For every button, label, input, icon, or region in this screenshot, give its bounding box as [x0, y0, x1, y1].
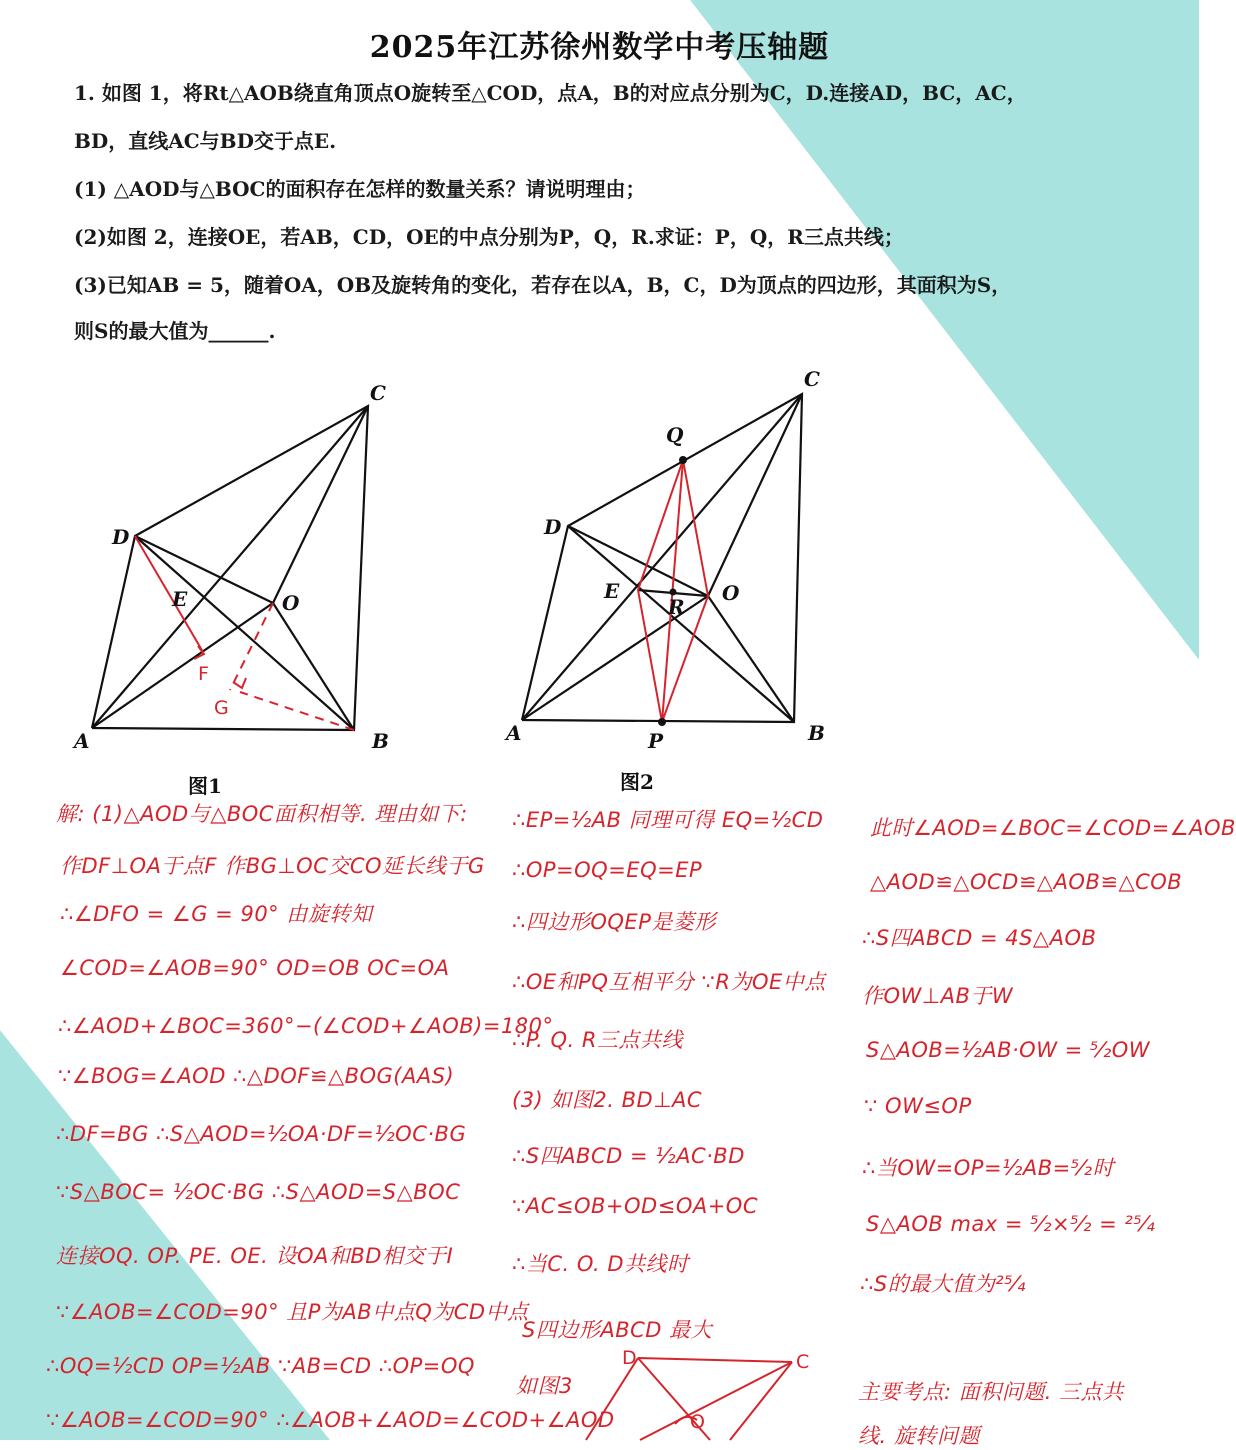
- solution-col2-line-10: S四边形ABCD 最大: [522, 1318, 713, 1342]
- fig1-segment-oc: [273, 406, 368, 603]
- solution-col2-line-1: ∴EP=½AB 同理可得 EQ=½CD: [512, 808, 824, 832]
- fig2-segment-bd: [568, 526, 794, 722]
- fig3-segment-cd-diag: [640, 1362, 792, 1440]
- solution-col2-line-2: ∴OP=OQ=EQ=EP: [512, 858, 703, 882]
- fig2-label-o: O: [722, 581, 740, 605]
- fig2-label-p: P: [648, 729, 664, 753]
- fig2-point-p: [658, 718, 666, 726]
- solution-col2-line-3: ∴四边形OQEP是菱形: [512, 910, 716, 934]
- solution-col3-line-6: ∵ OW≤OP: [864, 1094, 972, 1118]
- fig2-segment-oc: [708, 394, 802, 596]
- fig1-label-c: C: [370, 381, 386, 405]
- fig1-segment-ob: [273, 603, 354, 730]
- fig2-label-q: Q: [666, 423, 684, 447]
- solution-col1-line-4: ∠COD=∠AOB=90° OD=OB OC=OA: [60, 956, 450, 980]
- fig2-label-b: B: [808, 721, 825, 745]
- fig1-segment-ac: [92, 406, 368, 728]
- solution-col1-line-1: 解: (1)△AOD与△BOC面积相等. 理由如下:: [56, 802, 468, 826]
- fig1-label-b: B: [372, 729, 389, 753]
- solution-col2-line-7: ∴S四ABCD = ½AC·BD: [512, 1144, 745, 1168]
- solution-col3-key-points: 主要考点: 面积问题. 三点共: [858, 1380, 1124, 1404]
- solution-col2-line-11: 如图3: [516, 1374, 573, 1398]
- solution-col3-line-2: △AOD≌△OCD≌△AOB≌△COB: [870, 870, 1183, 894]
- solution-col2-line-9: ∴当C. O. D共线时: [512, 1252, 689, 1276]
- solution-col3-line-7: ∴当OW=OP=½AB=⁵⁄₂时: [862, 1156, 1115, 1180]
- fig3-label-c: C: [796, 1351, 810, 1373]
- solution-col3-line-1: 此时∠AOD=∠BOC=∠COD=∠AOB: [870, 816, 1236, 840]
- fig1-segment-bd: [135, 536, 354, 730]
- solution-col1-line-7: ∴DF=BG ∴S△AOD=½OA·DF=½OC·BG: [56, 1122, 467, 1146]
- fig1-label-e: E: [172, 587, 188, 611]
- fig2-label-r: R: [668, 595, 685, 619]
- figure-2-caption: 图2: [620, 770, 654, 794]
- page-title: 2025年江苏徐州数学中考压轴题: [369, 30, 830, 65]
- fig1-label-o: O: [282, 591, 300, 615]
- fig3-segment-c-down: [730, 1362, 792, 1440]
- problem-part-1: (1) △AOD与△BOC的面积存在怎样的数量关系？请说明理由；: [74, 177, 646, 201]
- solution-col2-line-4: ∴OE和PQ互相平分 ∵R为OE中点: [512, 970, 826, 994]
- fig1-label-f: F: [198, 663, 209, 685]
- solution-col3-key-points-cont: 线. 旋转问题: [858, 1424, 980, 1448]
- fig2-label-e: E: [604, 579, 620, 603]
- fig1-red-og-dashed: [230, 603, 273, 690]
- solution-col1-line-6: ∵∠BOG=∠AOD ∴△DOF≌△BOG(AAS): [58, 1064, 455, 1088]
- figure-3-diagram: [580, 1346, 820, 1440]
- solution-col1-line-11: ∴OQ=½CD OP=½AB ∵AB=CD ∴OP=OQ: [46, 1354, 475, 1378]
- solution-col3-line-9: ∴S的最大值为²⁵⁄₄: [860, 1272, 1026, 1296]
- problem-line-1: 1. 如图 1，将Rt△AOB绕直角顶点O旋转至△COD，点A，B的对应点分别为C，D.连接AD，BC，AC，: [74, 81, 1027, 105]
- solution-col3-line-8: S△AOB max = ⁵⁄₂×⁵⁄₂ = ²⁵⁄₄: [866, 1212, 1156, 1236]
- solution-col1-line-12: ∵∠AOB=∠COD=90° ∴∠AOB+∠AOD=∠COD+∠AOD: [46, 1408, 615, 1432]
- problem-line-2: BD，直线AC与BD交于点E.: [74, 129, 337, 153]
- fig3-segment-dc: [638, 1358, 792, 1362]
- fig1-label-a: A: [74, 729, 90, 753]
- solution-col1-line-9: 连接OQ. OP. PE. OE. 设OA和BD相交于I: [56, 1244, 454, 1268]
- fig2-label-c: C: [804, 367, 820, 391]
- figure-2-diagram: [500, 364, 840, 754]
- fig3-label-o: O: [690, 1411, 705, 1433]
- fig2-point-q: [679, 456, 687, 464]
- solution-col1-line-8: ∵S△BOC= ½OC·BG ∴S△AOD=S△BOC: [56, 1180, 461, 1204]
- fig2-label-d: D: [544, 515, 562, 539]
- figure-1-diagram: [70, 370, 430, 760]
- solution-col1-line-5: ∴∠AOD+∠BOC=360°−(∠COD+∠AOB)=180°: [58, 1014, 554, 1038]
- fig3-label-d: D: [622, 1347, 637, 1369]
- solution-col3-line-4: 作OW⊥AB于W: [862, 984, 1014, 1008]
- fig1-label-d: D: [112, 525, 130, 549]
- solution-col3-line-3: ∴S四ABCD = 4S△AOB: [862, 926, 1097, 950]
- solution-col1-line-3: ∴∠DFO = ∠G = 90° 由旋转知: [60, 902, 373, 926]
- problem-part-3-line-1: (3)已知AB = 5，随着OA，OB及旋转角的变化，若存在以A，B，C，D为顶点的四边形，其面积为S，: [74, 273, 1012, 297]
- fig1-label-g: G: [214, 697, 229, 719]
- solution-col3-line-5: S△AOB=½AB·OW = ⁵⁄₂OW: [866, 1038, 1151, 1062]
- problem-part-3-line-2: 则S的最大值为______.: [74, 319, 276, 343]
- fig2-label-a: A: [506, 721, 522, 745]
- solution-col1-line-2: 作DF⊥OA于点F 作BG⊥OC交CO延长线于G: [60, 854, 485, 878]
- solution-col2-line-5: ∴P. Q. R三点共线: [512, 1028, 683, 1052]
- solution-col1-line-10: ∵∠AOB=∠COD=90° 且P为AB中点Q为CD中点: [56, 1300, 529, 1324]
- solution-col2-line-6: (3) 如图2. BD⊥AC: [512, 1088, 703, 1112]
- problem-part-2: (2)如图 2，连接OE，若AB，CD，OE的中点分别为P，Q，R.求证：P，Q，R三点共线；: [74, 225, 904, 249]
- figure-1-caption: 图1: [188, 774, 222, 798]
- solution-col2-line-8: ∵AC≤OB+OD≤OA+OC: [512, 1194, 758, 1218]
- fig3-segment-d-down: [586, 1358, 638, 1440]
- fig1-red-bg-dashed: [240, 692, 354, 730]
